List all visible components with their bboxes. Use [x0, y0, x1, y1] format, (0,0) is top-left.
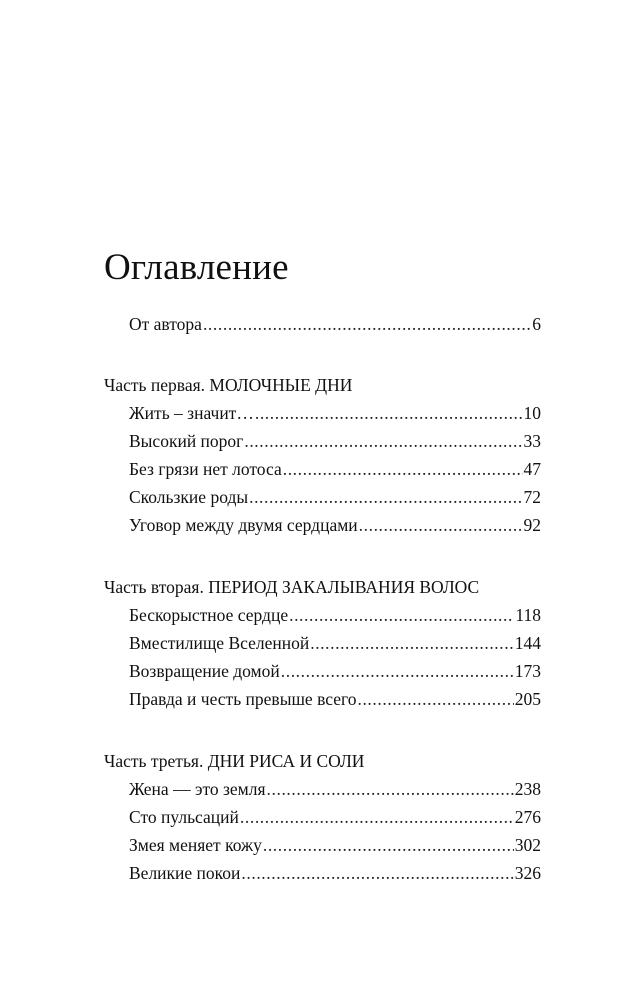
toc-entry-page-number: 205 — [514, 689, 541, 709]
dot-leader — [359, 514, 523, 536]
toc-entry[interactable] — [129, 834, 541, 856]
toc-entry-page-number: 238 — [514, 779, 541, 799]
toc-entry-preface[interactable] — [129, 313, 541, 335]
dot-leader — [357, 688, 513, 710]
toc-entry[interactable] — [129, 430, 541, 452]
toc-entry-label: От автора — [129, 314, 202, 334]
dot-leader — [241, 862, 513, 884]
toc-entry-label: Сто пульсаций — [129, 807, 239, 827]
toc-entry-page-number: 118 — [515, 605, 541, 625]
toc-entry[interactable] — [129, 402, 541, 424]
toc-entry-page-number: 144 — [514, 633, 541, 653]
toc-entry-label: Высокий порог — [129, 431, 244, 451]
toc-entry[interactable] — [129, 862, 541, 884]
dot-leader — [283, 458, 523, 480]
page-title: Оглавление — [104, 247, 289, 288]
dot-leader — [310, 632, 514, 654]
toc-entry[interactable] — [129, 778, 541, 800]
toc-entry-label: Без грязи нет лотоса — [129, 459, 282, 479]
dot-leader — [255, 402, 523, 424]
part-heading-1: Часть первая. МОЛОЧНЫЕ ДНИ — [104, 375, 353, 395]
toc-entry[interactable] — [129, 632, 541, 654]
toc-entry[interactable] — [129, 458, 541, 480]
toc-entry[interactable] — [129, 604, 541, 626]
toc-entry-label: Жить – значит… — [129, 403, 254, 423]
toc-entry-page-number: 6 — [532, 314, 541, 334]
dot-leader — [263, 834, 514, 856]
toc-entry-label: Уговор между двумя сердцами — [129, 515, 358, 535]
toc-entry-label: Змея меняет кожу — [129, 835, 262, 855]
toc-entry-label: Возвращение домой — [129, 661, 280, 681]
toc-entry-label: Жена — это земля — [129, 779, 266, 799]
toc-entry-label: Правда и честь превыше всего — [129, 689, 357, 709]
dot-leader — [281, 660, 514, 682]
toc-entry-label: Вместилище Вселенной — [129, 633, 310, 653]
toc-entry-page-number: 302 — [514, 835, 541, 855]
toc-entry[interactable] — [129, 806, 541, 828]
toc-entry-label: Бескорыстное сердце — [129, 605, 289, 625]
dot-leader — [267, 778, 514, 800]
dot-leader — [244, 430, 522, 452]
toc-entry-page-number: 173 — [514, 661, 541, 681]
toc-entry[interactable] — [129, 514, 541, 536]
toc-entry-page-number: 33 — [523, 431, 541, 451]
toc-entry-page-number: 92 — [523, 515, 541, 535]
dot-leader — [249, 486, 522, 508]
part-heading-2: Часть вторая. ПЕРИОД ЗАКАЛЫВАНИЯ ВОЛОС — [104, 577, 480, 597]
part-heading-3: Часть третья. ДНИ РИСА И СОЛИ — [104, 751, 365, 771]
toc-entry-label: Скользкие роды — [129, 487, 249, 507]
toc-entry[interactable] — [129, 660, 541, 682]
toc-entry-label: Великие покои — [129, 863, 241, 883]
dot-leader — [240, 806, 514, 828]
toc-entry[interactable] — [129, 688, 541, 710]
toc-entry-page-number: 276 — [514, 807, 541, 827]
dot-leader — [289, 604, 514, 626]
toc-entry-page-number: 326 — [514, 863, 541, 883]
toc-entry[interactable] — [129, 486, 541, 508]
toc-entry-page-number: 47 — [523, 459, 541, 479]
toc-entry-page-number: 72 — [523, 487, 541, 507]
dot-leader — [203, 313, 531, 335]
toc-entry-page-number: 10 — [523, 403, 541, 423]
